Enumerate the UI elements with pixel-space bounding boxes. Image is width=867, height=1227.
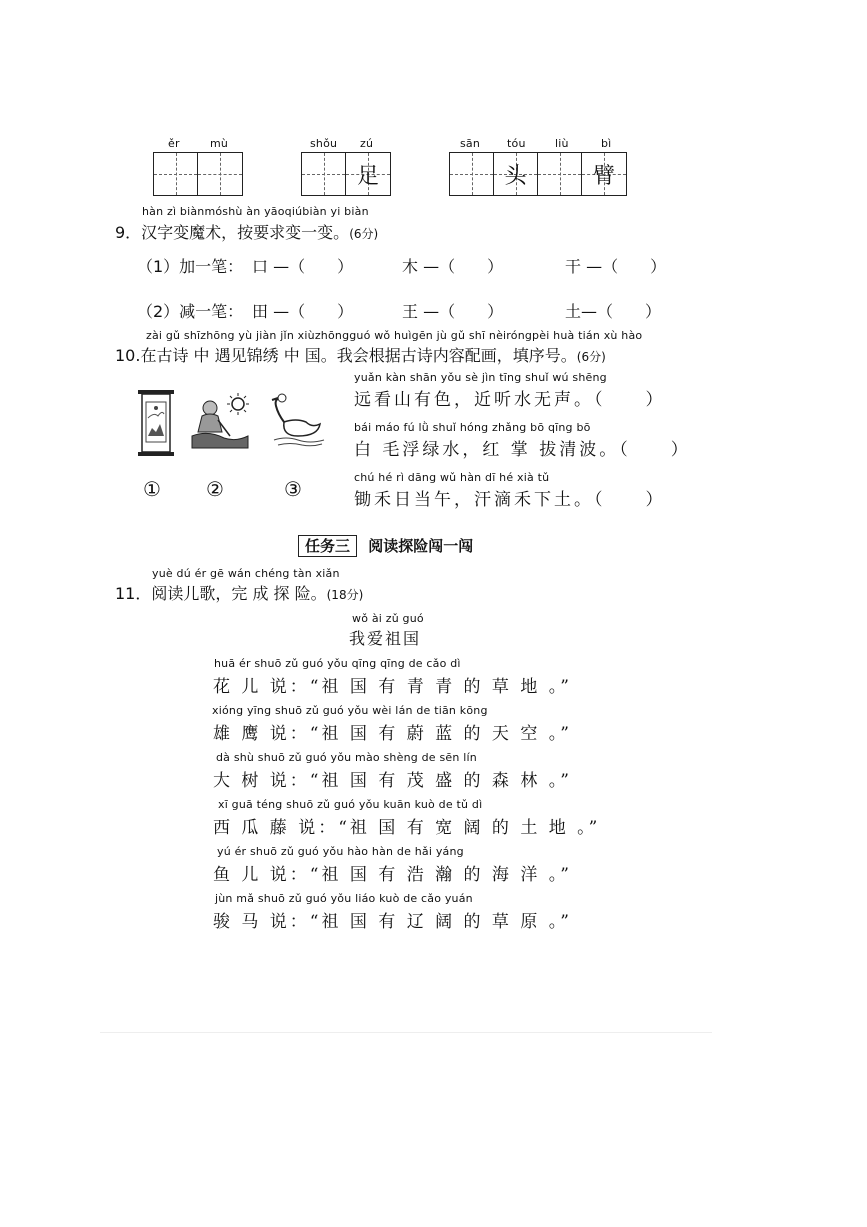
poem-line-pinyin: yú ér shuō zǔ guó yǒu hào hàn de hǎi yáng [217,845,464,858]
q9-pinyin: hàn zì biànmóshù àn yāoqiúbiàn yi biàn [142,205,369,218]
grid-cell[interactable] [538,153,582,195]
poem-title-pinyin: wǒ ài zǔ guó [352,612,424,625]
q9-row1-item[interactable]: 木 —（ ） [402,257,504,276]
picture-label-1: ① [143,477,161,501]
grid1-pinyin-2: mù [210,137,229,150]
grid-cell[interactable] [450,153,494,195]
task3-title: 阅读探险闯一闯 [368,537,474,555]
goose-image [268,392,328,448]
poem1-pinyin: yuǎn kàn shān yǒu sè jìn tīng shuǐ wú shēng [354,371,607,384]
poem2-pinyin: bái máo fú lǜ shuǐ hóng zhǎng bō qīng bō [354,421,591,434]
grid-cell[interactable] [302,153,346,195]
poem-line-text: 骏 马 说：“祖 国 有 辽 阔 的 草 原 。” [213,912,572,932]
q10-score: (6分) [576,350,606,364]
poem3-pinyin: chú hé rì dāng wǔ hàn dī hé xià tǔ [354,471,550,484]
poem3-text[interactable]: 锄禾日当午，汗滴禾下土。（ ） [354,490,666,510]
poem2-text[interactable]: 白 毛浮绿水，红 掌 拔清波。（ ） [354,440,691,460]
writing-grid-3 [449,152,627,196]
grid-cell[interactable] [154,153,198,195]
grid3-pinyin-3: liù [555,137,569,150]
q9-row1-label: （1）加一笔： [137,257,244,276]
q10-pinyin: zài gǔ shīzhōng yù jiàn jǐn xiùzhōngguó wǒ huìgēn jù gǔ shī nèiróngpèi huà tián xù hào [146,329,643,342]
writing-grid-1 [153,152,243,196]
grid3-pinyin-2: tóu [507,137,526,150]
q10-title: 10.在古诗 中 遇见锦绣 中 国。我会根据古诗内容配画，填序号。(6分) [115,346,606,365]
grid-cell[interactable] [198,153,242,195]
scroll-painting-image [136,388,176,458]
grid-cell: 臂 [582,153,626,195]
poem1-text[interactable]: 远看山有色，近听水无声。（ ） [354,390,666,410]
task3-box: 任务三 [298,535,357,557]
grid2-pinyin-1: shǒu [310,137,338,150]
q9-title: 9．汉字变魔术，按要求变一变。(6分) [115,223,379,242]
grid-cell: 足 [346,153,390,195]
farmer-image [188,392,252,452]
poem-line-text: 西 瓜 藤 说：“祖 国 有 宽 阔 的 土 地 。” [213,818,601,838]
grid2-pinyin-2: zú [360,137,374,150]
poem-line-pinyin: xī guā téng shuō zǔ guó yǒu kuān kuò de tǔ dì [218,798,483,811]
q11-title: 11．阅读儿歌，完 成 探 险。(18分) [115,584,364,603]
q9-row1-item[interactable]: 干 —（ ） [565,257,667,276]
poem-line-pinyin: jùn mǎ shuō zǔ guó yǒu liáo kuò de cǎo yuán [215,892,473,905]
grid3-pinyin-1: sān [460,137,481,150]
q11-score: (18分) [326,588,364,602]
grid3-pinyin-4: bì [601,137,612,150]
poem-line-text: 雄 鹰 说：“祖 国 有 蔚 蓝 的 天 空 。” [213,724,572,744]
q9-row2-label: （2）减一笔： [137,302,244,321]
q9-row2-item[interactable]: 田 —（ ） [252,302,354,321]
poem-line-text: 大 树 说：“祖 国 有 茂 盛 的 森 林 。” [213,771,572,791]
writing-grid-2 [301,152,391,196]
grid1-pinyin-1: ěr [168,137,180,150]
poem-line-pinyin: xióng yīng shuō zǔ guó yǒu wèi lán de tiān kōng [212,704,488,717]
q11-pinyin: yuè dú ér gē wán chéng tàn xiǎn [152,567,340,580]
poem-title: 我爱祖国 [349,629,422,648]
q9-row1-item[interactable]: 口 —（ ） [252,257,354,276]
poem-line-text: 鱼 儿 说：“祖 国 有 浩 瀚 的 海 洋 。” [213,865,572,885]
task3-header [298,535,473,556]
poem-line-text: 花 儿 说：“祖 国 有 青 青 的 草 地 。” [213,677,572,697]
q9-score: (6分) [349,227,379,241]
grid-cell: 头 [494,153,538,195]
q9-row2-item[interactable]: 王 —（ ） [402,302,504,321]
picture-label-3: ③ [284,477,302,501]
poem-line-pinyin: dà shù shuō zǔ guó yǒu mào shèng de sēn lín [216,751,477,764]
picture-label-2: ② [206,477,224,501]
page-divider [100,1032,712,1033]
poem-line-pinyin: huā ér shuō zǔ guó yǒu qīng qīng de cǎo dì [214,657,461,670]
q9-row2-item[interactable]: 土—（ ） [565,302,662,321]
